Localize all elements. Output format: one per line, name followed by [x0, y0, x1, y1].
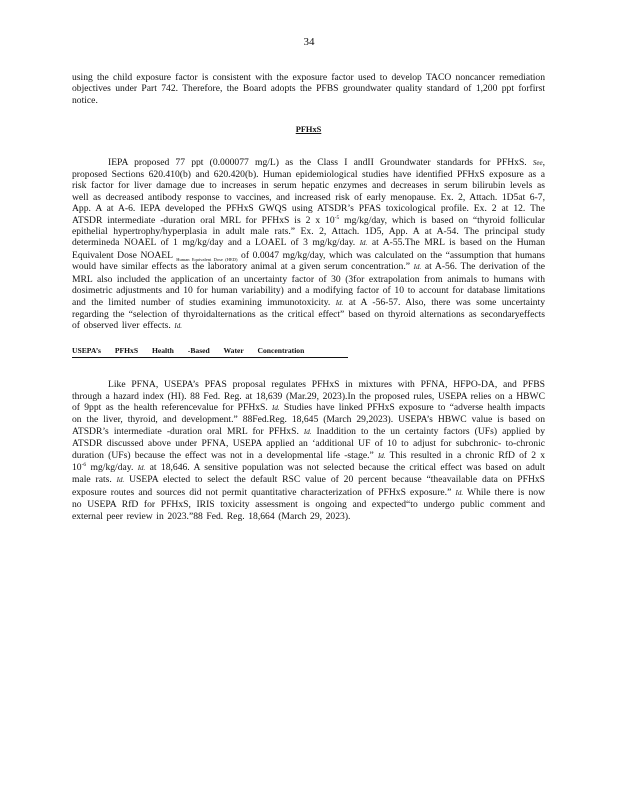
citation-id: Id.	[116, 476, 125, 485]
subscript: Human Equivalent Dose (HED)	[176, 256, 238, 262]
citation-id: Id.	[455, 488, 464, 497]
citation-see: See	[532, 158, 543, 167]
citation-id: Id.	[303, 427, 312, 436]
text-run: While there is now no USEPA RfD for PFHxS, IRIS toxicity assessment is ongoing and expected“to undergo public comment and external peer review in 2023.”88 Fed. Reg. 18,664 (March 29, 2023).	[72, 486, 545, 522]
text-run: at A -56-57. Also, there was some uncertainty regarding the “selection of thyroidalternations as the critical effect” based on thyroid alternations as secondaryeffects of observed liver effects.	[72, 296, 545, 332]
text-run: at A-56. The derivation of the MRL also included the application of an uncertainty factor of 30 (3for extrapolation from animals to humans with dosimetric adjustments and 10 for human variability) and a modifying factor of 10 to account for database limitations and the limited number of studies examining immunotoxicity.	[72, 261, 545, 308]
paragraph-text: using the child exposure factor is consistent with the exposure factor used to develop TACO noncancer remediation objectives under Part 742. Therefore, the Board adopts the PFBS groundwater quality standard of 1,200 ppt forfirst notice.	[72, 72, 545, 106]
text-run: This resulted in a chronic RfD of 2 x 10	[72, 449, 546, 473]
citation-id: Id.	[272, 403, 280, 412]
section-heading-usepa-pfhxs: USEPA’s PFHxS Health -Based Water Concentration	[72, 345, 348, 358]
page-number: 34	[303, 36, 315, 48]
text-run: , proposed Sections 620.410(b) and 620.420(b). Human epidemiological studies have identified PFHxS exposure as a risk factor for liver damage due to increases in serum hepatic enzymes and decreases in serum bilirubin levels as well as decreased antibody response to vaccines, and increased risk of early menopause. Ex. 2, Attach. 1D5at 6-7, App. A at A-6. IEPA developed the PFHxS GWQS using ATSDR’s PFAS toxicological profile. Ex. 2 at 12. The ATSDR intermediate -duration oral MRL for PFHxS is 2 x 10	[72, 156, 545, 226]
text-run: Inaddition to the un certainty factors (UFs) applied by ATSDR discussed above under PFNA, USEPA applied an ‘additional UF of 10 to adjust for subchronic- to-chronic duration (UFs) because the effect was not in a developmental life -stage.”	[72, 425, 545, 461]
citation-id: Id.	[335, 298, 344, 307]
citation-id: Id.	[174, 322, 182, 331]
text-run: Like PFNA, USEPA’s PFAS proposal regulates PFHxS in mixtures with PFNA, HFPO-DA, and PFBS through a hazard index (HI). 88 Fed. Reg. at 18,639 (Mar.29, 2023).In the proposed rules, USEPA relies on a HBWC of 9ppt as the health referencevalue for PFHxS.	[72, 379, 545, 413]
text-run: at A-55.The MRL is based on the Human Equivalent Dose NOAEL	[72, 237, 545, 261]
citation-id: Id.	[359, 239, 368, 248]
citation-id: Id.	[377, 451, 386, 460]
page-content	[72, 72, 545, 522]
citation-id: Id.	[413, 263, 422, 272]
paragraph-usepa-pfhxs	[72, 379, 545, 522]
paragraph-pfbs-conclusion	[72, 72, 545, 106]
text-run: USEPA elected to select the default RSC value of 20 percent because “theavailable data on PFHxS exposure routes and sources did not permit quantitative characterization of PFHxS exposure.”	[72, 474, 546, 498]
section-heading-text: PFHxS	[295, 125, 322, 135]
citation-id: Id.	[137, 463, 146, 472]
text-run: mg/kg/day.	[86, 461, 138, 473]
text-run: of 0.0047 mg/kg/day, which was calculated on the “assumption that humans would have similar effects as the laboratory animal at a given serum concentration.”	[72, 249, 545, 273]
paragraph-iepa-pfhxs	[72, 157, 545, 333]
text-run: IEPA proposed 77 ppt (0.000077 mg/L) as the Class I andII Groundwater standards for PFHxS.	[108, 156, 533, 168]
section-heading-pfhxs	[72, 124, 545, 135]
text-run: at 18,646. A sensitive population was not selected because the critical effect was based on adult male rats.	[72, 461, 545, 486]
superscript: -5	[334, 214, 340, 221]
text-run: Studies have linked PFHxS exposure to “adverse health impacts on the liver, thyroid, and development.” 88Fed.Reg. 18,645 (March 29,2023). USEPA’s HBWC value is based on ATSDR’s intermediate -duration oral MRL for PFHxS.	[72, 401, 545, 437]
text-run: mg/kg/day, which is based on “thyroid follicular epithelial hypertrophy/hyperplasia in adult male rats.” Ex. 2, Attach. 1D5, App. A at A-54. The principal study determineda NOAEL of 1 mg/kg/day and a LOAEL of 3 mg/kg/day.	[72, 214, 545, 249]
superscript: -6	[81, 461, 87, 468]
